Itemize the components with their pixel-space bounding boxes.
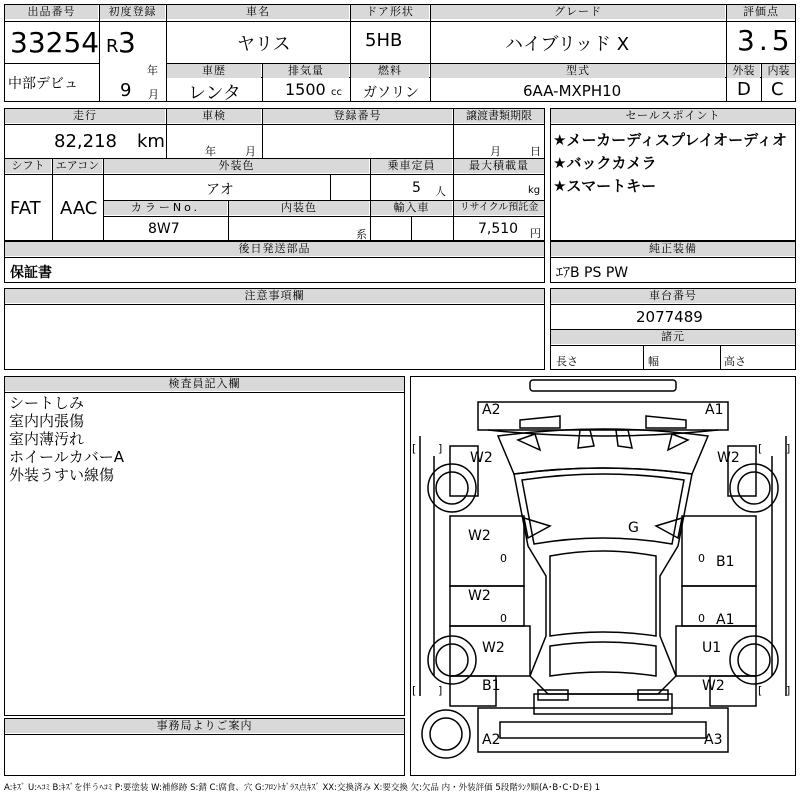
bracket-right-close: ]: [786, 442, 791, 455]
interior-header: 内装: [762, 64, 795, 78]
model: 6AA-MXPH10: [523, 82, 622, 100]
bracket-left-open: [: [412, 442, 417, 455]
inspector-note: 室内内張傷: [9, 412, 85, 430]
door-zero-mark: 0: [698, 552, 705, 565]
office-notes-header: 事務局よりご案内: [5, 719, 404, 733]
divider: [4, 304, 545, 305]
reg-year: 3: [118, 26, 136, 59]
int-color-unit: 系: [356, 228, 367, 241]
door-header: ドア形状: [351, 5, 429, 19]
mark-rear-left: A2: [482, 732, 501, 748]
capacity: 5: [412, 180, 421, 196]
car-name-header: 車名: [167, 5, 349, 19]
interior-grade: C: [771, 79, 784, 100]
mark-rear-door-right: A1: [716, 612, 735, 628]
divider: [103, 216, 545, 217]
mark-rear-fender-left: W2: [482, 640, 505, 656]
grade-header: グレード: [431, 5, 725, 19]
mark-fender-right: W2: [717, 450, 740, 466]
door-zero-mark: 0: [500, 552, 507, 565]
mark-front-left: A2: [482, 402, 501, 418]
mileage: 82,218: [54, 131, 117, 152]
dim-height: 高さ: [724, 355, 746, 368]
recycle-header: リサイクル預託金: [454, 201, 544, 215]
divider: [550, 124, 796, 125]
fuel-header: 燃料: [351, 64, 429, 78]
mileage-header: 走行: [5, 109, 165, 123]
sales-point-2: ★バックカメラ: [553, 154, 657, 172]
exterior-grade: D: [737, 79, 751, 100]
divider: [643, 345, 644, 370]
color-no: 8W7: [148, 221, 180, 237]
fuel: ガソリン: [363, 85, 419, 101]
mark-windshield: G: [628, 520, 639, 536]
venue: 中部デビュ: [8, 76, 78, 92]
divider: [4, 21, 796, 22]
history-header: 車歴: [167, 64, 261, 78]
transfer-day-unit: 日: [530, 145, 541, 158]
door-zero-mark: 0: [698, 612, 705, 625]
max-load-header: 最大積載量: [454, 159, 544, 173]
displacement-unit: cc: [331, 87, 342, 98]
bracket-left-open: [: [412, 684, 417, 697]
ext-color-header: 外装色: [104, 159, 369, 173]
aircon: AAC: [60, 198, 98, 219]
recycle-deposit: 7,510: [478, 221, 519, 237]
divider: [550, 257, 796, 258]
divider: [411, 216, 412, 241]
insp-month-unit: 月: [245, 145, 256, 158]
dim-length: 長さ: [556, 355, 578, 368]
import-header: 輸入車: [371, 201, 452, 215]
shift: FAT: [10, 198, 41, 219]
ext-color: アオ: [206, 182, 234, 198]
door-zero-mark: 0: [500, 612, 507, 625]
mark-front-right: A1: [705, 402, 724, 418]
sales-point-3: ★スマートキー: [553, 177, 657, 195]
inspection-header: 車検: [167, 109, 261, 123]
aircon-header: エアコン: [53, 159, 102, 173]
later-parts-header: 後日発送部品: [5, 242, 544, 256]
later-parts: 保証書: [10, 265, 52, 281]
displacement: 1500: [285, 80, 326, 99]
year-unit: 年: [147, 64, 158, 77]
model-header: 型式: [431, 64, 725, 78]
score: 3.5: [737, 24, 794, 57]
bracket-right-close: ]: [786, 684, 791, 697]
era: R: [106, 36, 119, 57]
reg-no-header: 登録番号: [263, 109, 452, 123]
genuine-equip: ｴｱB PS PW: [556, 265, 629, 281]
divider: [4, 174, 545, 175]
car-name: ヤリス: [237, 34, 291, 55]
capacity-header: 乗車定員: [371, 159, 452, 173]
lot-no: 33254: [10, 26, 100, 59]
mark-front-door-right: B1: [716, 554, 735, 570]
caution-header: 注意事項欄: [5, 289, 544, 303]
mark-rear-door-left: W2: [468, 588, 491, 604]
mark-rear-fender-right: U1: [702, 640, 722, 656]
sales-point-header: セールスポイント: [551, 109, 795, 123]
mark-front-door-left: W2: [468, 528, 491, 544]
transfer-doc-header: 譲渡書類期限: [454, 109, 544, 123]
door-type: 5HB: [365, 30, 403, 51]
divider: [4, 392, 405, 393]
score-header: 評価点: [727, 5, 795, 19]
capacity-unit: 人: [435, 185, 446, 198]
mark-rear-quarter-left: B1: [482, 678, 501, 694]
exterior-header: 外装: [727, 64, 760, 78]
genuine-equip-header: 純正装備: [551, 242, 795, 256]
dimensions-header: 諸元: [551, 330, 795, 344]
lot-no-header: 出品番号: [5, 5, 98, 19]
mark-fender-left: W2: [470, 450, 493, 466]
bracket-right-open: [: [758, 442, 763, 455]
bracket-left-close: ]: [438, 684, 443, 697]
divider: [550, 304, 796, 305]
insp-year-unit: 年: [205, 145, 216, 158]
transfer-month-unit: 月: [490, 145, 501, 158]
divider: [4, 124, 545, 125]
inspector-notes-header: 検査員記入欄: [5, 377, 404, 391]
displacement-header: 排気量: [263, 64, 349, 78]
inspector-note: シートしみ: [9, 394, 85, 412]
mark-rear-quarter-right: W2: [702, 678, 725, 694]
inspector-note: 外装うすい線傷: [9, 466, 115, 484]
grade: ハイブリッド X: [505, 34, 630, 55]
mark-rear-right: A3: [704, 732, 723, 748]
bracket-left-close: ]: [438, 442, 443, 455]
color-no-header: カラーNo.: [104, 201, 227, 215]
sales-point-1: ★メーカーディスプレイオーディオ: [553, 131, 787, 149]
shift-header: シフト: [5, 159, 51, 173]
recycle-unit: 円: [530, 227, 541, 240]
month-unit: 月: [148, 88, 159, 101]
divider: [720, 345, 721, 370]
divider: [4, 63, 99, 64]
dim-width: 幅: [648, 355, 659, 368]
inspector-note: 室内薄汚れ: [9, 430, 85, 448]
max-load-unit: kg: [528, 185, 541, 196]
divider: [330, 174, 331, 200]
history: レンタ: [188, 83, 241, 104]
reg-month: 9: [120, 80, 132, 101]
int-color-header: 内装色: [229, 201, 369, 215]
chassis-no: 2077489: [636, 308, 703, 326]
divider: [4, 257, 545, 258]
first-reg-header: 初度登録: [100, 5, 165, 19]
car-damage-diagram: [410, 376, 796, 776]
chassis-header: 車台番号: [551, 289, 795, 303]
legend: A:ｷｽﾞ U:ﾍｺﾐ B:ｷｽﾞを伴うﾍｺﾐ P:要塗装 W:補修跡 S:錆 C:腐食、穴 G:ﾌﾛﾝﾄｶﾞﾗｽ点ｷｽﾞ XX:交換済み X:要交換 欠:欠品 内・外装評価 5段階ﾗﾝｸ順(A･B･C･D･E) 1: [4, 783, 601, 793]
bracket-right-open: [: [758, 684, 763, 697]
inspector-note: ホイールカバーA: [9, 448, 124, 466]
divider: [550, 345, 796, 346]
divider: [4, 734, 405, 735]
mileage-unit: km: [137, 131, 165, 152]
